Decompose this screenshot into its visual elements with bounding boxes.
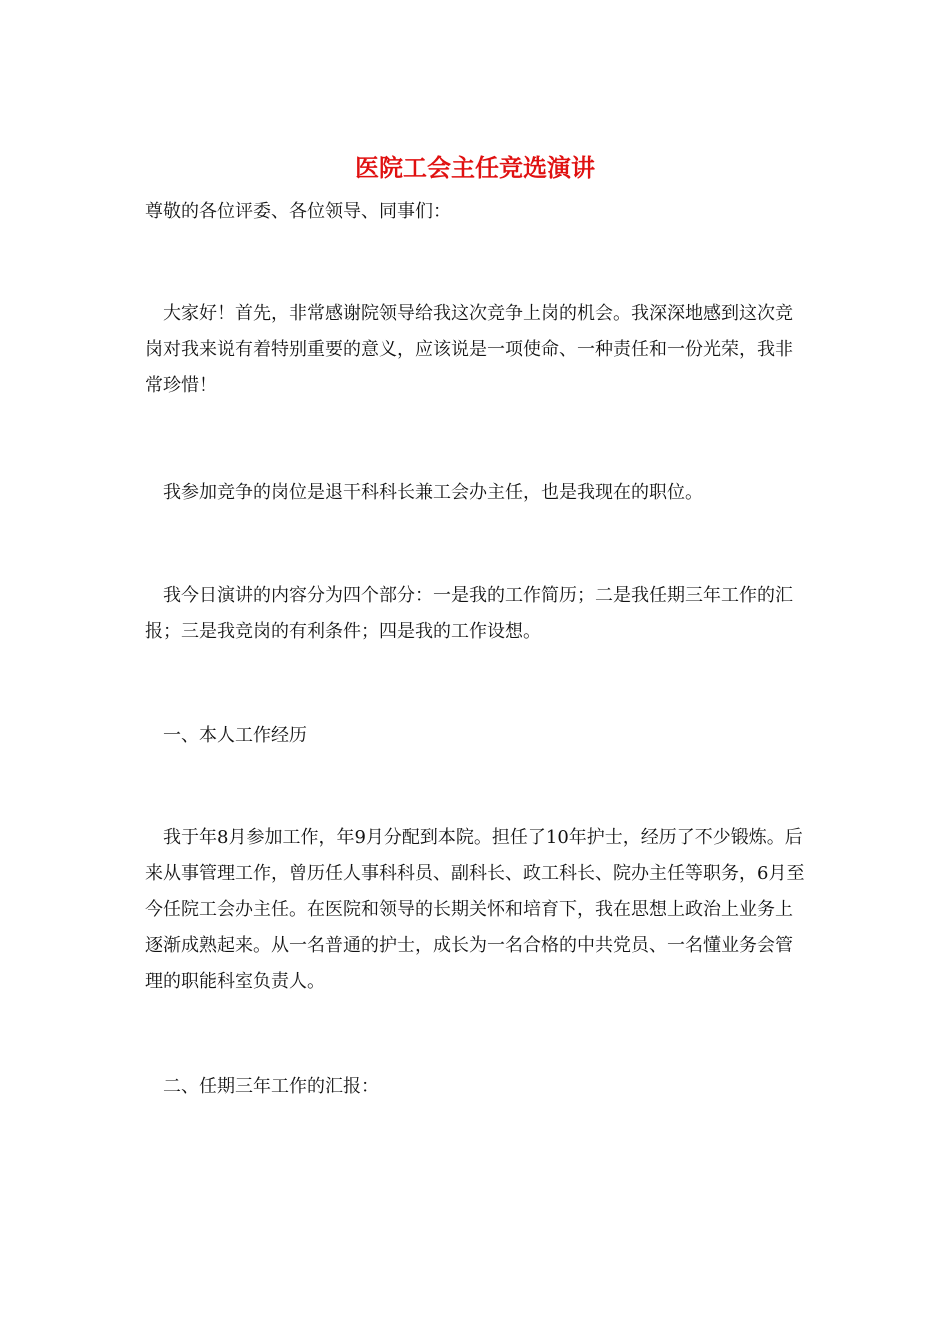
section-heading-term-report: 二、任期三年工作的汇报： bbox=[163, 1076, 379, 1097]
paragraph-position: 我参加竞争的岗位是退干科科长兼工会办主任，也是我现在的职位。 bbox=[163, 482, 703, 503]
document-title: 医院工会主任竞选演讲 bbox=[355, 153, 595, 182]
salutation: 尊敬的各位评委、各位领导、同事们： bbox=[145, 201, 451, 222]
paragraph-outline: 我今日演讲的内容分为四个部分：一是我的工作简历；二是我任期三年工作的汇报；三是我竞岗的有利条件；四是我的工作设想。 bbox=[145, 585, 793, 642]
section-heading-work-experience: 一、本人工作经历 bbox=[163, 725, 307, 746]
paragraph-work-experience: 我于年8月参加工作，年9月分配到本院。担任了10年护士，经历了不少锻炼。后来从事管理工作，曾历任人事科科员、副科长、政工科长、院办主任等职务，6月至今任院工会办主任。在医院和领导的长期关怀和培育下，我在思想上政治上业务上逐渐成熟起来。从一名普通的护士，成长为一名合格的中共党员、一名懂业务会管理的职能科室负责人。 bbox=[145, 827, 805, 992]
paragraph-greeting: 大家好！首先，非常感谢院领导给我这次竞争上岗的机会。我深深地感到这次竞岗对我来说有着特别重要的意义，应该说是一项使命、一种责任和一份光荣，我非常珍惜！ bbox=[145, 303, 793, 396]
